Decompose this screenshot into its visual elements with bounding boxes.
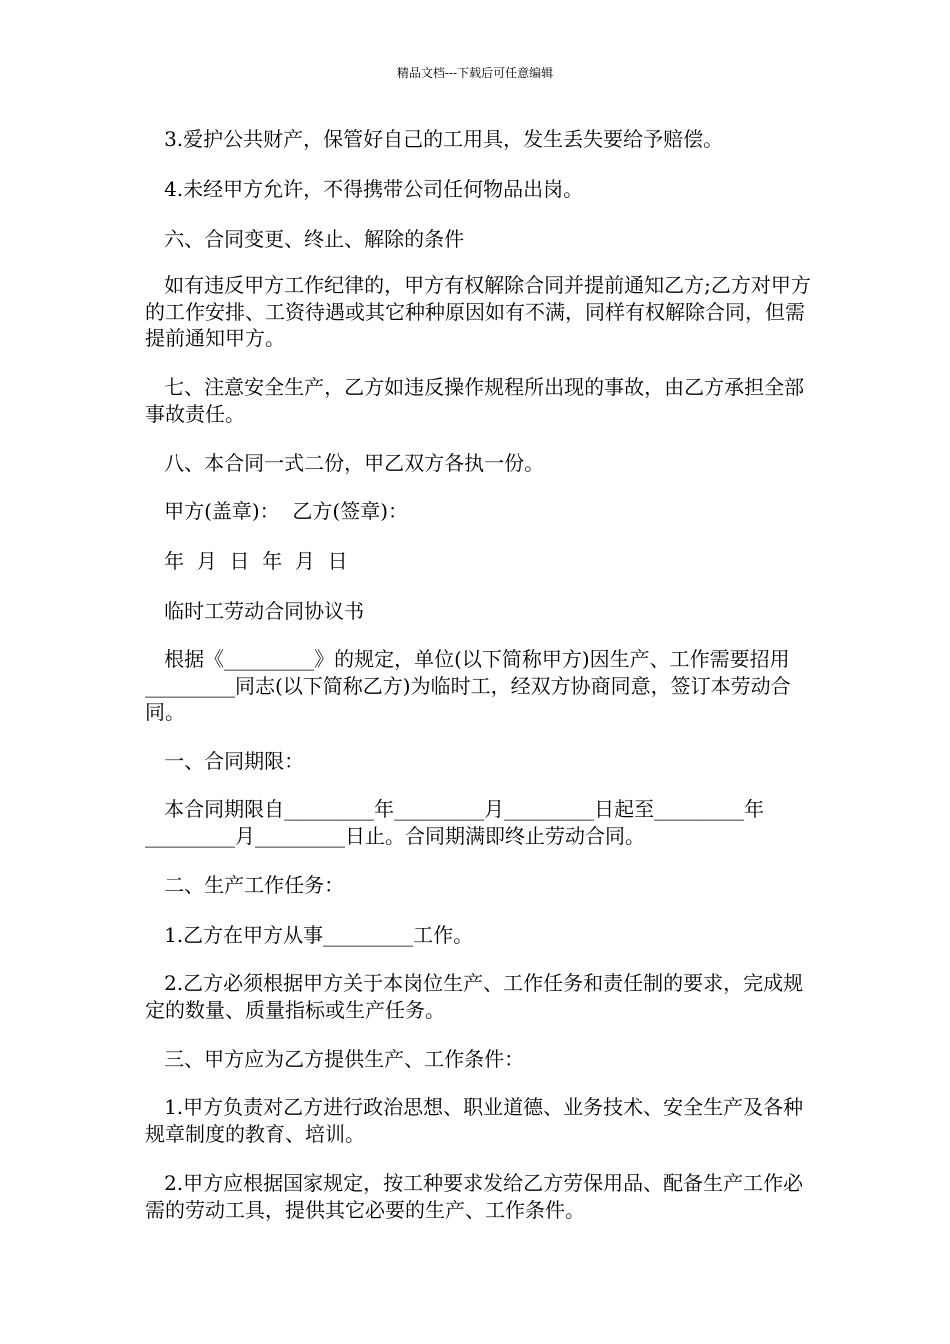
task-2: 2.乙方必须根据甲方关于本岗位生产、工作任务和责任制的要求，完成规定的数量、质量指标或生产任务。 (145, 971, 804, 1022)
condition-1: 1.甲方负责对乙方进行政治思想、职业道德、业务技术、安全生产及各种规章制度的教育、培训。 (145, 1095, 804, 1146)
clause-4-no-removal: 4.未经甲方允许，不得携带公司任何物品出岗。 (145, 177, 584, 201)
conditions-heading: 三、甲方应为乙方提供生产、工作条件： (145, 1047, 525, 1071)
section-6-heading: 六、合同变更、终止、解除的条件 (145, 227, 465, 251)
section-7-safety: 七、注意安全生产，乙方如违反操作规程所出现的事故，由乙方承担全部事故责任。 (145, 375, 805, 426)
condition-2: 2.甲方应根据国家规定，按工种要求发给乙方劳保用品、配备生产工作必需的劳动工具，提供其它必要的生产、工作条件。 (145, 1171, 804, 1222)
signature-line: 甲方(盖章)： 乙方(签章)： (145, 499, 409, 523)
contract-title: 临时工劳动合同协议书 (145, 599, 365, 623)
section-8-copies: 八、本合同一式二份，甲乙双方各执一份。 (145, 451, 545, 475)
task-1: 1.乙方在甲方从事_________工作。 (145, 923, 474, 947)
page-header: 精品文档---下载后可任意编辑 (396, 66, 554, 80)
clause-3-property-care: 3.爱护公共财产，保管好自己的工用具，发生丢失要给予赔偿。 (145, 127, 724, 151)
section-6-body: 如有违反甲方工作纪律的，甲方有权解除合同并提前通知乙方;乙方对甲方的工作安排、工资待遇或其它种种原因如有不满，同样有权解除合同，但需提前通知甲方。 (145, 273, 811, 350)
tasks-heading: 二、生产工作任务： (145, 873, 345, 897)
term-body: 本合同期限自_________年_________月_________日起至_________年_________月_________日止。合同期满即终止劳动合同。 (145, 797, 765, 848)
contract-preamble: 根据《_________》的规定，单位(以下简称甲方)因生产、工作需要招用_________同志(以下简称乙方)为临时工，经双方协商同意，签订本劳动合同。 (145, 647, 791, 724)
date-line: 年 月 日 年 月 日 (145, 549, 348, 573)
term-heading: 一、合同期限： (145, 749, 305, 773)
